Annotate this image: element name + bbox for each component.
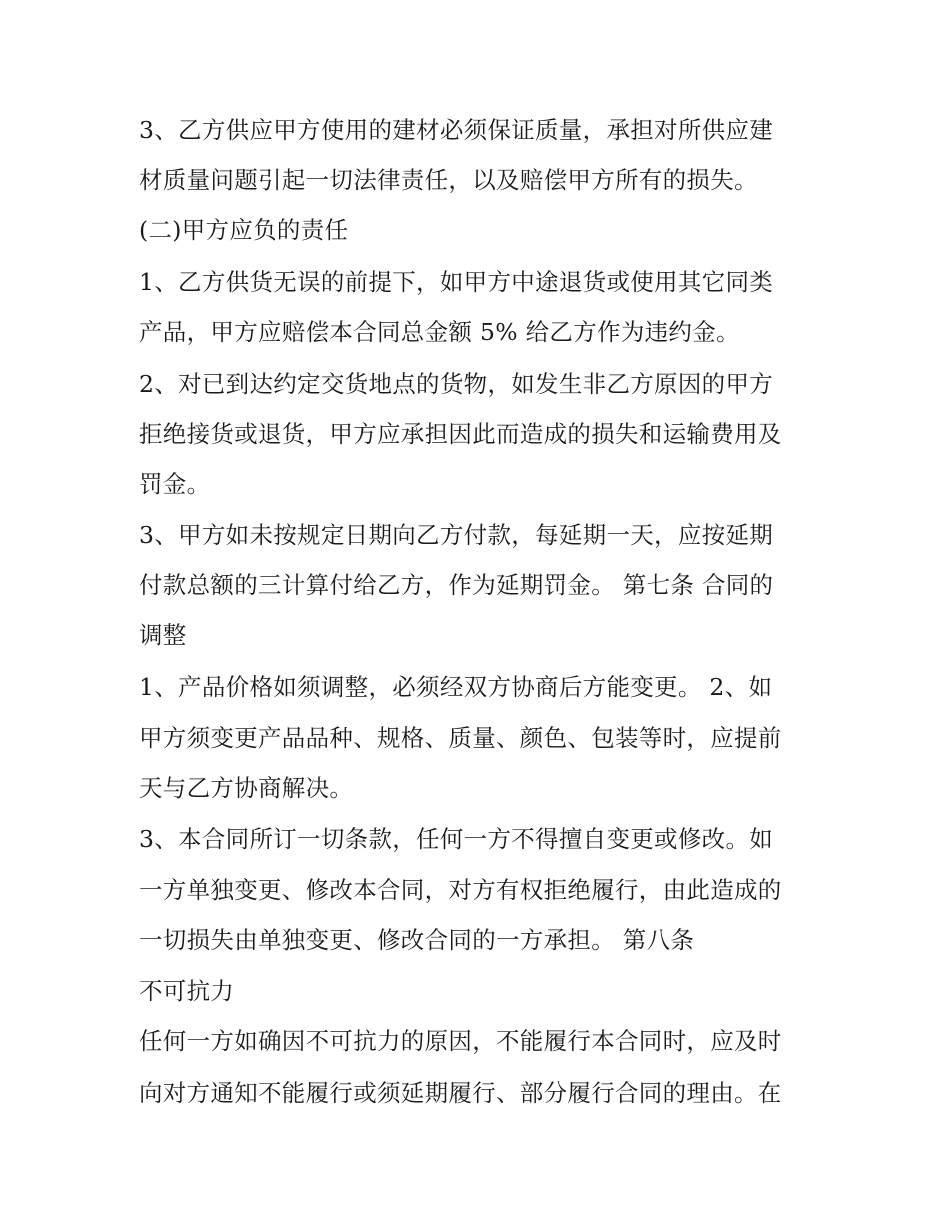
text-line: 一切损失由单独变更、修改合同的一方承担。 第八条 [139, 926, 695, 954]
section-heading: (二)甲方应负的责任 [139, 216, 349, 244]
text-line: 3、甲方如未按规定日期向乙方付款，每延期一天，应按延期 [139, 521, 774, 549]
text-line: 产品，甲方应赔偿本合同总金额 5% 给乙方作为违约金。 [139, 318, 740, 346]
text-line: 天与乙方协商解决。 [139, 774, 354, 802]
text-line: 1、产品价格如须调整，必须经双方协商后方能变更。 2、如 [139, 673, 773, 701]
text-line: 一方单独变更、修改本合同，对方有权拒绝履行，由此造成的 [139, 876, 782, 904]
text-line: 3、乙方供应甲方使用的建材必须保证质量，承担对所供应建 [139, 116, 774, 144]
text-line: 材质量问题引起一切法律责任，以及赔偿甲方所有的损失。 [139, 166, 758, 194]
text-line: 罚金。 [139, 470, 211, 498]
text-line: 拒绝接货或退货，甲方应承担因此而造成的损失和运输费用及 [139, 420, 782, 448]
text-line: 付款总额的三计算付给乙方，作为延期罚金。 第七条 合同的 [139, 571, 774, 599]
text-line: 1、乙方供货无误的前提下，如甲方中途退货或使用其它同类 [139, 268, 774, 296]
text-line: 向对方通知不能履行或须延期履行、部分履行合同的理由。在 [139, 1079, 782, 1107]
text-line: 调整 [139, 621, 187, 649]
text-line: 甲方须变更产品品种、规格、质量、颜色、包装等时，应提前 [139, 724, 782, 752]
text-line: 任何一方如确因不可抗力的原因，不能履行本合同时，应及时 [139, 1027, 782, 1055]
text-line: 3、本合同所订一切条款，任何一方不得擅自变更或修改。如 [139, 825, 774, 853]
text-line: 2、对已到达约定交货地点的货物，如发生非乙方原因的甲方 [139, 370, 774, 398]
section-heading: 不可抗力 [139, 977, 235, 1005]
